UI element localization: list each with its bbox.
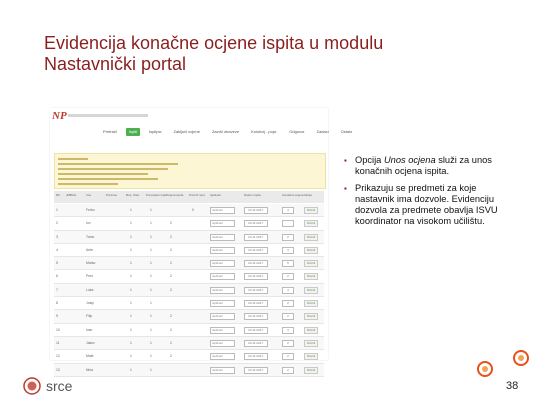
table-row [54, 310, 324, 323]
row-value: 1 [150, 340, 152, 345]
row-value: 1 [150, 301, 152, 306]
page-number: 38 [506, 380, 519, 392]
date-field[interactable]: 23.11.2017. [244, 300, 268, 307]
bullet-1 [344, 155, 514, 177]
confirm-button[interactable]: Potvrdi [304, 367, 318, 374]
portal-menu-item[interactable]: Ispitpw [149, 129, 162, 134]
row-value: 1 [150, 354, 152, 359]
portal-menu-item[interactable]: Pretraži [103, 129, 117, 134]
table-row [54, 364, 324, 377]
grade-field[interactable]: 2 [282, 300, 294, 307]
grade-field[interactable]: 2 [282, 313, 294, 320]
date-field[interactable]: 23.11.2017. [244, 327, 268, 334]
row-value: 2 [170, 234, 172, 239]
portal-menu-item[interactable]: Zadaci [316, 129, 329, 134]
examiner-select[interactable]: Ispitivač [210, 353, 235, 360]
examiner-select[interactable]: Ispitivač [210, 287, 235, 294]
confirm-button[interactable]: Potvrdi [304, 327, 318, 334]
row-number: 13 [56, 367, 60, 372]
table-header-cell: Rb. [56, 193, 61, 197]
row-value: 1 [130, 274, 132, 279]
grade-field[interactable]: 2 [282, 367, 294, 374]
table-row [54, 337, 324, 350]
slide-title [44, 33, 504, 75]
row-value: 1 [150, 274, 152, 279]
table-row [54, 350, 324, 363]
examiner-select[interactable]: Ispitivač [210, 273, 235, 280]
date-field[interactable]: 23.11.2017. [244, 287, 268, 294]
date-field[interactable]: 23.11.2017. [244, 340, 268, 347]
confirm-button[interactable]: Potvrdi [304, 260, 318, 267]
table-row [54, 270, 324, 283]
np-subtitle-bar [68, 114, 148, 117]
row-value: 2 [170, 327, 172, 332]
row-value: 1 [150, 327, 152, 332]
row-value: 2 [170, 221, 172, 226]
slide-title-line-1: Evidencija konačne ocjene ispita u modulu [44, 33, 384, 53]
grade-field[interactable]: 2 [282, 340, 294, 347]
date-field[interactable]: 23.11.2017. [244, 260, 268, 267]
slide-title-line-2: Nastavnički portal [44, 54, 187, 74]
row-value: 2 [170, 354, 172, 359]
row-number: 7 [56, 287, 58, 292]
row-number: 5 [56, 261, 58, 266]
row-value: 1 [150, 261, 152, 266]
row-value: 2 [170, 247, 172, 252]
table-header-cell: Ocjena ispita [166, 193, 184, 197]
table-header-cell: Ispitivač [210, 193, 221, 197]
row-value: 1 [150, 247, 152, 252]
np-logo: NP [52, 110, 67, 122]
date-field[interactable]: 23.11.2017. [244, 313, 268, 320]
table-row [54, 231, 324, 244]
row-value: 2 [170, 261, 172, 266]
confirm-button[interactable]: Potvrdi [304, 287, 318, 294]
row-number: 2 [56, 221, 58, 226]
row-value: 1 [130, 327, 132, 332]
row-value: 0 [192, 208, 194, 212]
confirm-button[interactable]: Potvrdi [304, 273, 318, 280]
row-value: 1 [130, 354, 132, 359]
row-value: 1 [130, 287, 132, 292]
row-name: Luka [86, 287, 94, 292]
row-value: 1 [130, 247, 132, 252]
row-name: Pero [86, 274, 94, 279]
table-header [54, 191, 324, 203]
table-row [54, 324, 324, 337]
grade-field[interactable]: 4 [282, 287, 294, 294]
row-name: Ferko [86, 208, 95, 212]
examiner-select[interactable]: Ispitivač [210, 247, 235, 254]
row-number: 6 [56, 274, 58, 279]
row-name: Mate [86, 354, 94, 359]
row-number: 8 [56, 301, 58, 306]
row-name: Tomo [86, 234, 95, 239]
bullet-2-text: Prikazuju se predmeti za koje nastavnik ima dozvole. Evidenciju dozvola za predmete obavlja ISVU koordinator na visokom učilištu. [355, 183, 498, 226]
row-value: 2 [170, 287, 172, 292]
table-header-cell: Broj. izlaz. [126, 193, 140, 197]
portal-menu-item[interactable]: Ispiti [126, 128, 140, 136]
table-header-cell: Datum ispita [244, 193, 261, 197]
examiner-select[interactable]: Ispitivač [210, 327, 235, 334]
table-header-cell: Akcije [304, 193, 313, 197]
grade-field[interactable]: 5 [282, 260, 294, 267]
row-value: 1 [130, 314, 132, 319]
table-header-cell: Prezime [106, 193, 118, 197]
row-value: 2 [170, 314, 172, 319]
row-value: 2 [170, 340, 172, 345]
examiner-select[interactable]: Ispitivač [210, 300, 235, 307]
row-number: 1 [56, 208, 58, 212]
date-field[interactable]: 23.11.2017. [244, 273, 268, 280]
row-name: Nina [86, 367, 93, 372]
portal-menu-item[interactable]: Kolokvij - popr. [251, 129, 278, 134]
table-header-cell: Ponovljeni ispiti [146, 193, 167, 197]
date-field[interactable]: 23.11.2017. [244, 367, 268, 374]
row-value: 1 [130, 340, 132, 345]
examiner-select[interactable]: Ispitivač [210, 234, 235, 241]
row-value: 1 [130, 301, 132, 306]
svg-text:srce: srce [46, 378, 73, 394]
table-row [54, 284, 324, 297]
portal-menu [100, 128, 355, 138]
table-header-cell: JMBAG [66, 193, 77, 197]
row-value: 2 [170, 274, 172, 279]
row-value: 1 [130, 208, 132, 212]
bullet-1-emphasis: Unos ocjena [383, 155, 436, 165]
row-number: 10 [56, 327, 60, 332]
row-value: 1 [150, 314, 152, 319]
examiner-select[interactable]: Ispitivač [210, 207, 235, 214]
confirm-button[interactable]: Potvrdi [304, 313, 318, 320]
grade-field[interactable]: 2 [282, 234, 294, 241]
grades-table [54, 204, 324, 377]
row-name: Filip [86, 314, 93, 319]
row-value: 1 [130, 221, 132, 226]
grade-field[interactable]: 2 [282, 273, 294, 280]
row-value: 1 [150, 234, 152, 239]
bullet-2 [344, 183, 514, 227]
row-number: 3 [56, 234, 58, 239]
decorative-rings-icon [440, 348, 540, 384]
bullet-1-text-b: služi za unos konačnih ocjena ispita. [355, 155, 492, 176]
row-value: 1 [130, 261, 132, 266]
srce-logo [22, 376, 102, 396]
row-name: Jakov [86, 340, 95, 345]
bullet-marker: ▪ [344, 184, 347, 193]
table-row [54, 257, 324, 270]
row-name: Marko [86, 261, 96, 266]
table-row [54, 204, 324, 217]
confirm-button[interactable]: Potvrdi [304, 247, 318, 254]
table-header-cell: Konačna ocjena [282, 193, 304, 197]
row-value: 1 [130, 367, 132, 372]
confirm-button[interactable]: Potvrdi [304, 353, 318, 360]
bullet-1-text-a: Opcija [355, 155, 384, 165]
date-field[interactable]: 23.11.2017. [244, 247, 268, 254]
date-field[interactable]: 23.11.2017. [244, 207, 268, 214]
row-value: 1 [150, 367, 152, 372]
row-number: 12 [56, 354, 60, 359]
portal-menu-item[interactable]: Završi obaveze [211, 129, 240, 134]
table-header-cell: Ime [86, 193, 92, 197]
examiner-select[interactable]: Ispitivač [210, 313, 235, 320]
table-row [54, 244, 324, 257]
portal-menu-item[interactable]: Zaključi ocjene [173, 129, 200, 134]
portal-screenshot [50, 108, 353, 372]
notice-box [54, 153, 326, 189]
confirm-button[interactable]: Potvrdi [304, 220, 318, 227]
grade-field[interactable]: 3 [282, 327, 294, 334]
examiner-select[interactable]: Ispitivač [210, 260, 235, 267]
row-value: 1 [150, 287, 152, 292]
row-value: 1 [150, 208, 152, 212]
table-header-cell: Potvrđ. ispit [189, 193, 205, 197]
confirm-button[interactable]: Potvrdi [304, 300, 318, 307]
confirm-button[interactable]: Potvrdi [304, 234, 318, 241]
confirm-button[interactable]: Potvrdi [304, 340, 318, 347]
grade-field[interactable]: 2 [282, 353, 294, 360]
table-row [54, 297, 324, 310]
row-number: 9 [56, 314, 58, 319]
portal-menu-item[interactable]: Odgovor [289, 129, 305, 134]
examiner-select[interactable]: Ispitivač [210, 367, 235, 374]
row-value: 1 [150, 221, 152, 226]
row-name: Ivan [86, 327, 93, 332]
date-field[interactable]: 23.11.2017. [244, 220, 268, 227]
row-name: Ante [86, 247, 93, 252]
row-value: 1 [130, 234, 132, 239]
row-number: 4 [56, 247, 58, 252]
grade-field[interactable]: 3 [282, 247, 294, 254]
date-field[interactable]: 23.11.2017. [244, 353, 268, 360]
grade-field[interactable]: 4 [282, 207, 294, 214]
table-row [54, 217, 324, 230]
bullet-list [344, 155, 514, 233]
portal-menu-item[interactable]: Ostalo [340, 129, 353, 134]
date-field[interactable]: 23.11.2017. [244, 234, 268, 241]
confirm-button[interactable]: Potvrdi [304, 207, 318, 214]
row-name: Ivo [86, 221, 91, 226]
row-name: Josip [86, 301, 94, 306]
row-number: 11 [56, 340, 60, 345]
grade-field[interactable] [282, 220, 294, 227]
bullet-marker: ▪ [344, 156, 347, 165]
examiner-select[interactable]: Ispitivač [210, 220, 235, 227]
examiner-select[interactable]: Ispitivač [210, 340, 235, 347]
srce-logo-icon [22, 376, 102, 396]
